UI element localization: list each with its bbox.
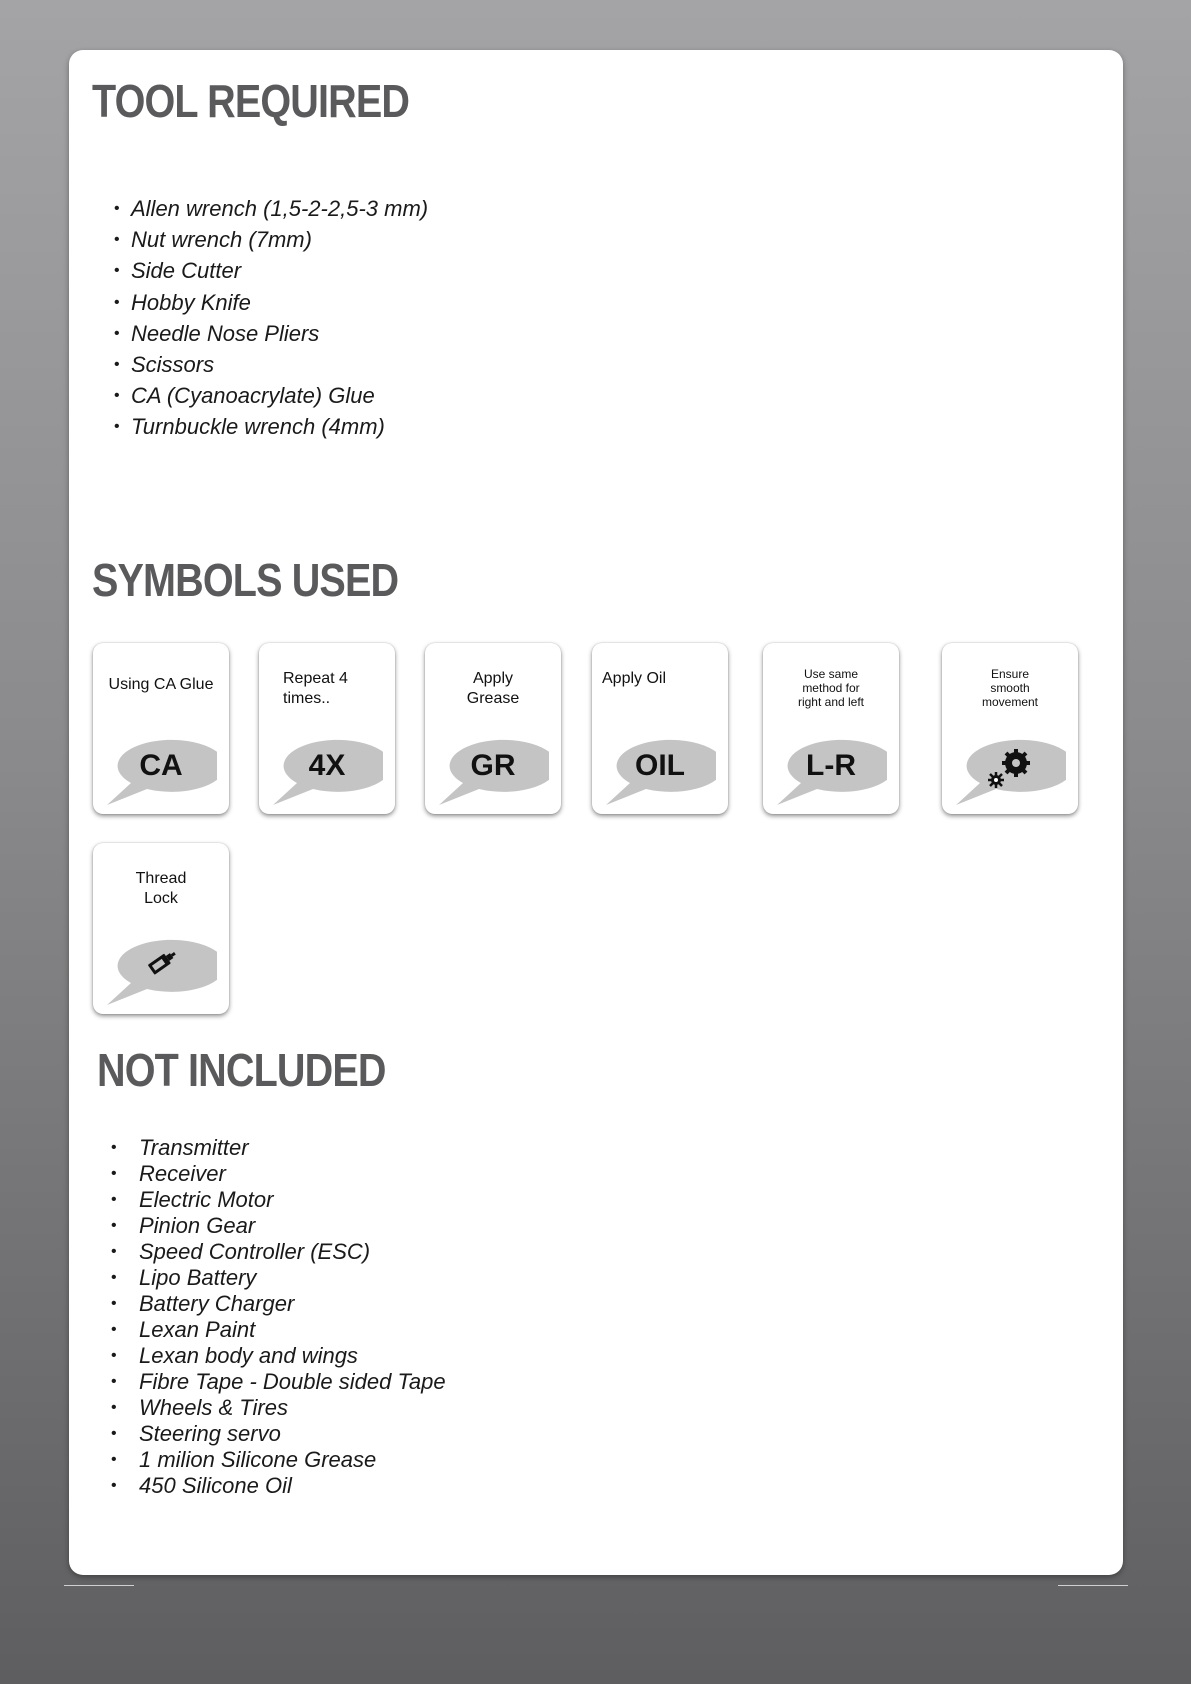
- list-item: • Pinion Gear: [111, 1213, 446, 1239]
- symbol-badge: L-R: [806, 749, 856, 782]
- list-item: • Allen wrench (1,5-2-2,5-3 mm): [114, 193, 428, 224]
- tools-list: [114, 193, 428, 443]
- list-item: • Steering servo: [111, 1421, 446, 1447]
- list-item: • Fibre Tape - Double sided Tape: [111, 1369, 446, 1395]
- symbol-label: Thread Lock: [135, 870, 187, 907]
- list-item: • 450 Silicone Oil: [111, 1473, 446, 1499]
- gears-icon: [986, 747, 1036, 791]
- list-item: • Hobby Knife: [114, 287, 428, 318]
- list-item: • Turnbuckle wrench (4mm): [114, 411, 428, 442]
- symbol-badge: GR: [470, 749, 516, 782]
- symbol-label: Ensure smooth movement: [981, 667, 1039, 709]
- not-included-list: [111, 1135, 446, 1499]
- list-item: • Speed Controller (ESC): [111, 1239, 446, 1265]
- symbol-label: Repeat 4 times..: [283, 670, 348, 707]
- symbol-card-4x: [259, 643, 395, 814]
- symbol-label: Apply Grease: [466, 670, 520, 707]
- divider: [64, 1585, 134, 1586]
- list-item: • Scissors: [114, 349, 428, 380]
- symbol-label: Apply Oil: [602, 670, 667, 687]
- list-item: • Battery Charger: [111, 1291, 446, 1317]
- not-included-heading: NOT INCLUDED: [97, 1044, 386, 1096]
- symbol-card-smooth: [942, 643, 1078, 814]
- glue-tube-icon: [141, 943, 181, 983]
- list-item: • Wheels & Tires: [111, 1395, 446, 1421]
- list-item: • Electric Motor: [111, 1187, 446, 1213]
- symbol-card-thread-lock: [93, 843, 229, 1014]
- symbol-badge: CA: [139, 749, 183, 782]
- symbol-card-lr: [763, 643, 899, 814]
- list-item: • Receiver: [111, 1161, 446, 1187]
- list-item: • Lexan Paint: [111, 1317, 446, 1343]
- tools-heading: TOOL REQUIRED: [92, 75, 410, 127]
- symbol-card-oil: [592, 643, 728, 814]
- list-item: • Needle Nose Pliers: [114, 318, 428, 349]
- symbol-card-gr: [425, 643, 561, 814]
- list-item: • Nut wrench (7mm): [114, 224, 428, 255]
- symbol-label: Using CA Glue: [108, 676, 214, 693]
- list-item: • CA (Cyanoacrylate) Glue: [114, 380, 428, 411]
- list-item: • Lipo Battery: [111, 1265, 446, 1291]
- list-item: • 1 milion Silicone Grease: [111, 1447, 446, 1473]
- symbol-badge: 4X: [308, 749, 346, 782]
- list-item: • Transmitter: [111, 1135, 446, 1161]
- divider: [1058, 1585, 1128, 1586]
- list-item: • Side Cutter: [114, 255, 428, 286]
- symbol-badge: OIL: [635, 749, 685, 782]
- symbol-card-ca: [93, 643, 229, 814]
- symbol-label: Use same method for right and left: [797, 667, 865, 709]
- list-item: • Lexan body and wings: [111, 1343, 446, 1369]
- symbols-heading: SYMBOLS USED: [92, 554, 399, 606]
